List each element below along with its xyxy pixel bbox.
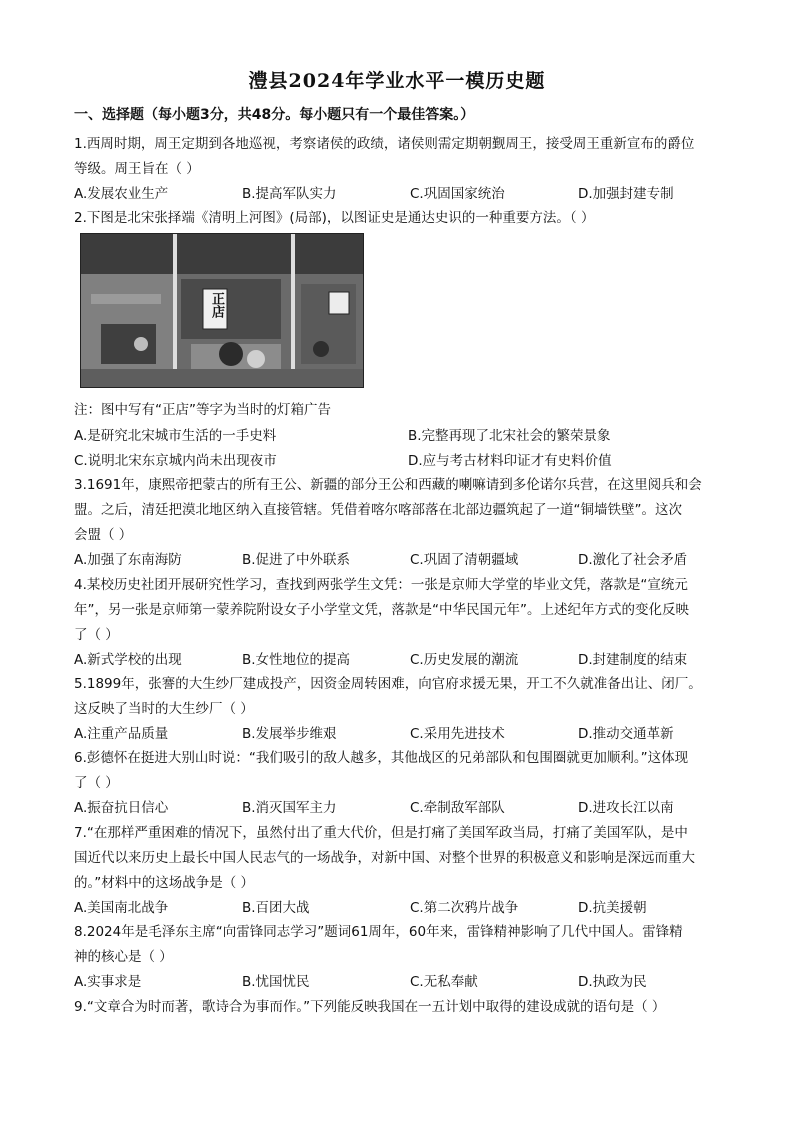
option-c[interactable]: C.牵制敌军部队 [410, 800, 505, 816]
option-d[interactable]: D.抗美援朝 [578, 900, 647, 916]
option-a[interactable]: A.是研究北宋城市生活的一手史料 [74, 428, 277, 444]
option-c[interactable]: C.历史发展的潮流 [410, 652, 519, 668]
option-d[interactable]: D.推动交通革新 [578, 726, 674, 742]
question-4-line-3: 了（ ） [74, 627, 119, 643]
question-4-line-2: 年”，另一张是京师第一蒙养院附设女子小学堂文凭，落款是“中华民国元年”。上述纪年方式的变化反映 [74, 602, 689, 618]
option-d[interactable]: D.激化了社会矛盾 [578, 552, 688, 568]
shop-sign-text: 正店 [209, 292, 224, 318]
option-a[interactable]: A.新式学校的出现 [74, 652, 182, 668]
question-7-line-2: 国近代以来历史上最长中国人民志气的一场战争，对新中国、对整个世界的积极意义和影响是深远而重大 [74, 850, 695, 866]
question-3-options [74, 548, 754, 568]
question-7-line-1: 7.“在那样严重困难的情况下，虽然付出了重大代价，但是打痛了美国军政当局，打痛了美国军队，是中 [74, 825, 688, 841]
question-3-line-3: 会盟（ ） [74, 527, 133, 543]
option-a[interactable]: A.美国南北战争 [74, 900, 169, 916]
question-5-line-1: 5.1899年，张謇的大生纱厂建成投产，因资金周转困难，向官府求援无果，开工不久就准备出让、闭厂。 [74, 676, 702, 692]
option-b[interactable]: B.提高军队实力 [242, 186, 337, 202]
question-7-options [74, 896, 754, 916]
qingming-painting-image [80, 233, 364, 388]
question-1-line-2: 等级。周王旨在（ ） [74, 161, 200, 177]
option-b[interactable]: B.完整再现了北宋社会的繁荣景象 [408, 428, 611, 444]
option-b[interactable]: B.百团大战 [242, 900, 310, 916]
question-8-line-2: 神的核心是（ ） [74, 949, 173, 965]
option-b[interactable]: B.促进了中外联系 [242, 552, 351, 568]
question-3-line-2: 盟。之后，清廷把漠北地区纳入直接管辖。凭借着喀尔喀部落在北部边疆筑起了一道“铜墙铁壁”。这次 [74, 502, 682, 518]
question-5-options [74, 722, 754, 742]
question-5-line-2: 这反映了当时的大生纱厂（ ） [74, 701, 254, 717]
option-d[interactable]: D.封建制度的结束 [578, 652, 688, 668]
option-c[interactable]: C.说明北宋东京城内尚未出现夜市 [74, 453, 277, 469]
question-8-options [74, 970, 754, 990]
question-8-line-1: 8.2024年是毛泽东主席“向雷锋同志学习”题词61周年，60年来，雷锋精神影响了几代中国人。雷锋精 [74, 924, 683, 940]
option-a[interactable]: A.实事求是 [74, 974, 142, 990]
option-c[interactable]: C.第二次鸦片战争 [410, 900, 519, 916]
option-b[interactable]: B.忧国忧民 [242, 974, 310, 990]
question-1-options [74, 182, 754, 202]
option-c[interactable]: C.巩固国家统治 [410, 186, 505, 202]
option-a[interactable]: A.注重产品质量 [74, 726, 169, 742]
option-c[interactable]: C.采用先进技术 [410, 726, 505, 742]
question-3-line-1: 3.1691年，康熙帝把蒙古的所有王公、新疆的部分王公和西藏的喇嘛请到多伦诺尔兵营，在这里阅兵和会 [74, 477, 702, 493]
question-7-line-3: 的。”材料中的这场战争是（ ） [74, 875, 255, 891]
option-d[interactable]: D.进攻长江以南 [578, 800, 674, 816]
option-b[interactable]: B.消灭国军主力 [242, 800, 337, 816]
option-d[interactable]: D.执政为民 [578, 974, 647, 990]
question-4-line-1: 4.某校历史社团开展研究性学习，查找到两张学生文凭：一张是京师大学堂的毕业文凭，落款是“宣统元 [74, 577, 688, 593]
option-c[interactable]: C.巩固了清朝疆域 [410, 552, 519, 568]
option-a[interactable]: A.加强了东南海防 [74, 552, 182, 568]
question-6-line-2: 了（ ） [74, 775, 119, 791]
option-b[interactable]: B.女性地位的提高 [242, 652, 351, 668]
question-6-line-1: 6.彭德怀在挺进大别山时说：“我们吸引的敌人越多，其他战区的兄弟部队和包围圈就更加顺利。”这体现 [74, 750, 689, 766]
question-1-line-1: 1.西周时期，周王定期到各地巡视，考察诸侯的政绩，诸侯则需定期朝觐周王，接受周王重新宣布的爵位 [74, 136, 695, 152]
question-9-line-1: 9.“文章合为时而著，歌诗合为事而作。”下列能反映我国在一五计划中取得的建设成就的语句是（ ） [74, 999, 666, 1015]
question-2-line-1: 2.下图是北宋张择端《清明上河图》(局部)，以图证史是通达史识的一种重要方法。（ ） [74, 210, 595, 226]
page-title: 澧县2024年学业水平一模历史题 [248, 70, 546, 92]
option-c[interactable]: C.无私奉献 [410, 974, 478, 990]
option-d[interactable]: D.应与考古材料印证才有史料价值 [408, 453, 612, 469]
option-a[interactable]: A.发展农业生产 [74, 186, 169, 202]
image-note: 注：图中写有“正店”等字为当时的灯箱广告 [74, 402, 331, 418]
question-4-options [74, 648, 754, 668]
section-heading: 一、选择题（每小题3分，共48分。每小题只有一个最佳答案。） [74, 107, 475, 123]
option-b[interactable]: B.发展举步维艰 [242, 726, 337, 742]
option-d[interactable]: D.加强封建专制 [578, 186, 674, 202]
option-a[interactable]: A.振奋抗日信心 [74, 800, 169, 816]
question-6-options [74, 796, 754, 816]
